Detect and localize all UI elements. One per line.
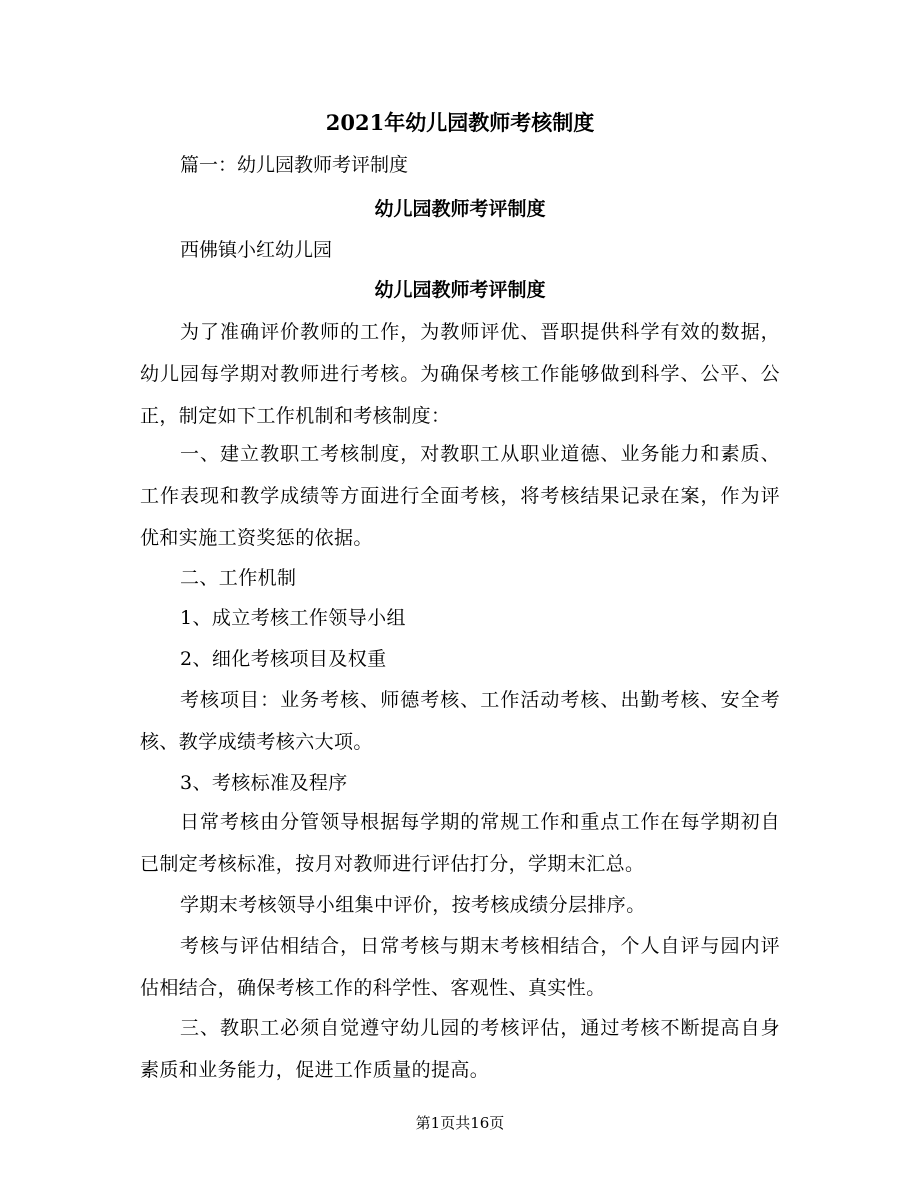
paragraph-item-2: 二、工作机制 xyxy=(180,567,297,589)
paragraph-term-assessment: 学期末考核领导小组集中评价，按考核成绩分层排序。 xyxy=(180,894,646,916)
paragraph-item-1: 一、建立教职工考核制度，对教职工从职业道德、业务能力和素质、工作表现和教学成绩等方面进行全面考核，将考核结果记录在案，作为评优和实施工资奖惩的依据。 xyxy=(140,443,780,549)
paragraph-item-3: 三、教职工必须自觉遵守幼儿园的考核评估，通过考核不断提高自身素质和业务能力，促进工作质量的提高。 xyxy=(140,1017,780,1081)
section-heading-repeat: 幼儿园教师考评制度 xyxy=(374,279,546,301)
paragraph-subitem-2: 2、细化考核项目及权重 xyxy=(180,648,387,670)
paragraph-subitem-1: 1、成立考核工作领导小组 xyxy=(180,607,406,629)
paragraph-daily-assessment: 日常考核由分管领导根据每学期的常规工作和重点工作在每学期初自已制定考核标准，按月对教师进行评估打分，学期末汇总。 xyxy=(140,811,780,875)
section-heading: 幼儿园教师考评制度 xyxy=(374,198,546,220)
paragraph-combined-assessment: 考核与评估相结合，日常考核与期末考核相结合，个人自评与园内评估相结合，确保考核工作的科学性、客观性、真实性。 xyxy=(140,935,780,999)
school-name: 西佛镇小红幼儿园 xyxy=(180,239,333,261)
paragraph-intro: 为了准确评价教师的工作，为教师评优、晋职提供科学有效的数据，幼儿园每学期对教师进行考核。为确保考核工作能够做到科学、公平、公正，制定如下工作机制和考核制度： xyxy=(140,321,780,427)
paragraph-assessment-items: 考核项目：业务考核、师德考核、工作活动考核、出勤考核、安全考核、教学成绩考核六大项。 xyxy=(140,689,780,753)
paragraph-subitem-3: 3、考核标准及程序 xyxy=(180,772,348,794)
document-title: 2021年幼儿园教师考核制度 xyxy=(325,110,595,135)
section-label: 篇一：幼儿园教师考评制度 xyxy=(180,154,409,176)
page-number-footer: 第1页共16页 xyxy=(415,1114,505,1132)
